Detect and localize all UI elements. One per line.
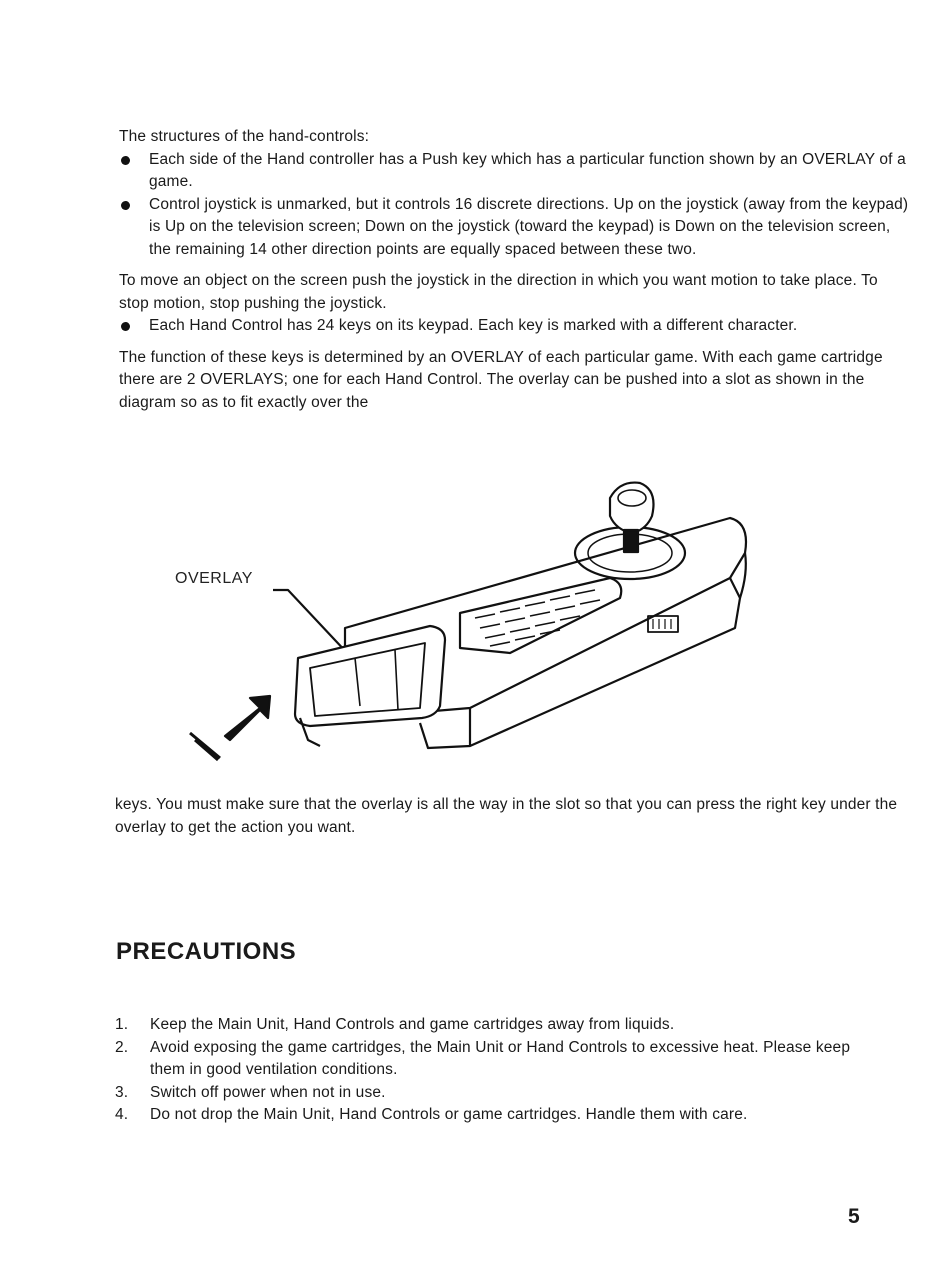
controller-illustration — [170, 478, 770, 778]
precaution-item: 4. Do not drop the Main Unit, Hand Controls or game cartridges. Handle them with care. — [115, 1106, 748, 1123]
precautions-heading: PRECAUTIONS — [116, 938, 297, 965]
precaution-item: 1. Keep the Main Unit, Hand Controls and game cartridges away from liquids. — [115, 1016, 675, 1033]
hand-controller-diagram — [170, 478, 770, 778]
page-number: 5 — [848, 1205, 860, 1228]
bullet-joystick: Control joystick is unmarked, but it controls 16 discrete directions. Up on the joystick (away from the keypad) is Up on the television screen; Down on the joystick (toward the keypad) is Down on the television screen, the remaining 14 other direction points are equally spaced between these two. — [119, 194, 909, 262]
precaution-item: 3. Switch off power when not in use. — [115, 1083, 386, 1101]
bullet-dot-icon — [121, 322, 130, 331]
bullet-dot-icon — [121, 201, 130, 210]
move-paragraph: To move an object on the screen push the joystick in the direction in which you want motion to take place. To stop motion, stop pushing the joystick. — [119, 272, 878, 312]
bullet-push-key: Each side of the Hand controller has a Push key which has a particular function shown by an OVERLAY of a game. — [119, 149, 909, 194]
intro-section — [119, 126, 909, 414]
after-figure-paragraph: keys. You must make sure that the overlay is all the way in the slot so that you can press the right key under the overlay to get the action you want. — [115, 796, 898, 836]
structures-heading: The structures of the hand-controls: — [119, 128, 370, 145]
bullet-dot-icon — [121, 156, 130, 165]
precautions-list — [115, 1014, 875, 1127]
precaution-item: 2. Avoid exposing the game cartridges, the Main Unit or Hand Controls to excessive heat. Please keep them in good ventilation conditions. — [115, 1038, 851, 1078]
overlay-label: OVERLAY — [175, 570, 253, 587]
bullet-keypad: Each Hand Control has 24 keys on its keypad. Each key is marked with a different character. — [119, 315, 909, 338]
structure-bullets — [119, 149, 909, 262]
insert-arrow-icon — [225, 696, 270, 740]
keypad-bullets — [119, 315, 909, 338]
function-paragraph: The function of these keys is determined by an OVERLAY of each particular game. With each game cartridge there are 2 OVERLAYS; one for each Hand Control. The overlay can be pushed into a slot as shown in the diagram so as to fit exactly over the — [119, 348, 883, 411]
